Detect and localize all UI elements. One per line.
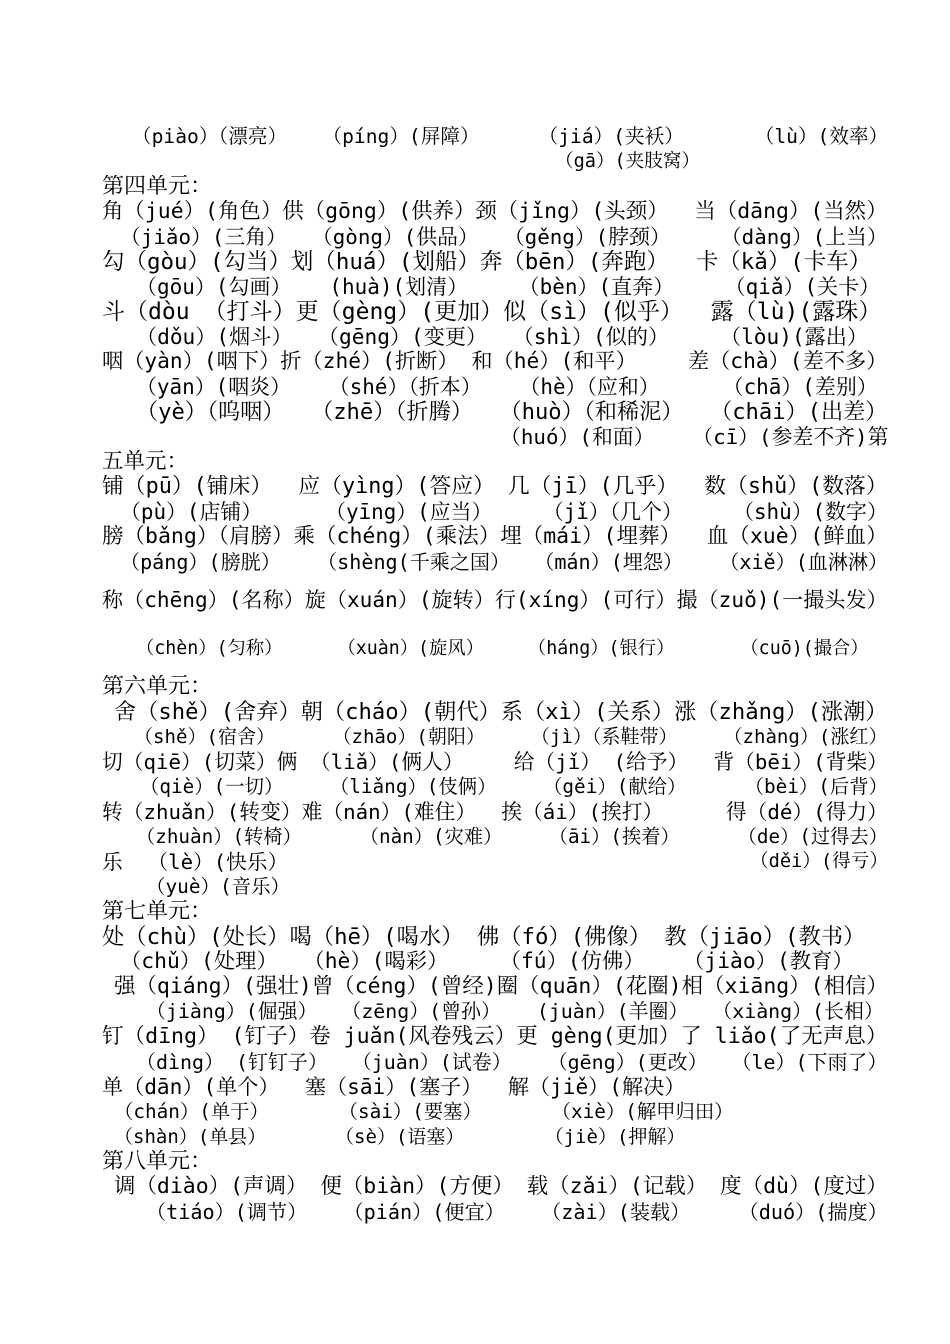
text-line: 膀（bǎng）（肩膀）乘（chéng）(乘法）埋（mái）(埋葬） 血（xuè）(鲜血） xyxy=(102,525,888,549)
text-line: （piào）（漂亮） （píng）(屏障） （jiá）(夹袄） （lù）(效率） xyxy=(132,125,888,148)
section-heading: 第八单元： xyxy=(102,1150,212,1174)
text-line: 切（qiē）(切菜）俩 （liǎ）(俩人） 给（jǐ） (给予） 背（bēi）(背柴） xyxy=(102,750,888,774)
text-line: （gōu）(勾画） (huà)(划清） （bèn）(直奔） （qiǎ）(关卡） xyxy=(136,275,880,299)
text-line: 乐 （lè）(快乐） xyxy=(102,850,288,874)
text-line: （jiàng）(倔强） （zēng）(曾孙） (juàn）(羊圈） （xiàng）(长相） xyxy=(146,1000,884,1023)
text-line: 称（chēng）(名称）旋（xuán）(旋转）行(xíng）(可行）撮（zuǒ)(一撮头发） xyxy=(102,588,888,612)
text-line: （gā）(夹肢窝） xyxy=(555,151,700,172)
text-line: 咽（yàn）(咽下）折（zhé）(折断） 和（hé）(和平） 差（chà）(差不多） xyxy=(102,350,888,374)
text-line: （qiè）(一切） （liǎng）(伎俩） （gěi）(献给） （bèi）(后背） xyxy=(140,775,888,798)
text-line: （tiáo）(调节） （pián）(便宜） （zài）(装载） （duó）(揣度） xyxy=(146,1200,888,1224)
text-line: 单（dān）(单个） 塞（sāi）(塞子） 解（jiě）(解决） xyxy=(102,1075,686,1099)
text-line: （yān）(咽炎） （shé）（折本） （hè）（应和） （chā）(差别） xyxy=(136,375,878,399)
text-line: （jiǎo）(三角） （gòng）(供品） （gěng）(脖颈） （dàng）(上当） xyxy=(120,225,888,249)
text-line: （dǒu）(烟斗） （gēng）(变更） （shì）(似的） （lòu)(露出） xyxy=(136,325,868,349)
text-line: 勾（gòu）(勾当）划（huá）(划船）奔（bēn）(奔跑） 卡（kǎ）(卡车） xyxy=(102,250,872,274)
text-line: （shàn）(单县） （sè）(语塞） （jiè）(押解） xyxy=(114,1126,686,1148)
text-line: 角（jué）(角色）供（gōng）(供养）颈（jǐng）(头颈） 当（dāng）(当然） xyxy=(102,200,888,224)
text-line: （shě）(宿舍） （zhāo）(朝阳） （jì）（系鞋带） （zhàng）(涨红） xyxy=(134,726,888,748)
section-heading: 第七单元： xyxy=(102,900,212,924)
text-line: （huó）(和面） （cī）(参差不齐)第 xyxy=(500,425,888,449)
text-line: （děi）(得亏） xyxy=(750,851,888,872)
text-line: 舍（shě）(舍弃）朝（cháo）(朝代）系（xì）(关系）涨（zhǎng）(涨潮） xyxy=(114,700,888,724)
text-line: 钉（dīng） (钉子）卷 juǎn(风卷残云）更 gèng(更加）了 liǎo(了无声息） xyxy=(102,1025,888,1049)
text-line: （pù）(店铺） （yīng）(应当） （jǐ）（几个） （shù）(数字） xyxy=(120,500,888,524)
text-line: （yuè）(音乐） xyxy=(146,875,290,898)
section-heading: 五单元： xyxy=(102,450,188,474)
text-line: （zhuàn）(转椅） （nàn）(灾难） （āi）(挨着） （de）(过得去） xyxy=(136,825,888,848)
text-line: （chèn）(匀称） （xuàn）(旋风） （háng）(银行） （cuō)(撮合） xyxy=(136,638,869,659)
text-line: 强（qiáng）(强壮)曾（céng）(曾经)圈（quān）(花圈)相（xiāng）(相信） xyxy=(114,975,888,999)
text-line: （dìng） (钉钉子） （juàn）(试卷） （gēng）(更改） （le）(下雨了） xyxy=(136,1050,888,1074)
text-line: 铺（pū）(铺床） 应（yìng）(答应） 几（jī）(几乎） 数（shǔ）(数落） xyxy=(102,475,888,499)
text-line: 斗（dòu （打斗）更（gèng）(更加）似（sì）(似乎） 露（lù)(露珠） xyxy=(102,300,882,324)
section-heading: 第六单元： xyxy=(102,675,212,699)
section-heading: 第四单元： xyxy=(102,175,212,199)
text-line: （yè）（呜咽） （zhē）（折腾） （huò）（和稀泥） （chāi）(出差） xyxy=(136,400,888,424)
text-line: 处（chù）(处长）喝（hē）(喝水） 佛（fó）(佛像） 教（jiāo）(教书） xyxy=(102,925,866,949)
text-line: （chǔ）(处理） （hè）(喝彩） （fú）(仿佛） （jiào）(教育） xyxy=(120,950,854,974)
text-line: （páng）(膀胱） （shèng(千乘之国） （mán）(埋怨） （xiě）(血淋淋） xyxy=(120,550,888,574)
text-line: （chán）(单于） （sài）(要塞） （xiè）(解甲归田） xyxy=(114,1100,734,1123)
text-line: 转（zhuǎn）(转变）难（nán）(难住） 挨（ái）(挨打） 得（dé）(得力） xyxy=(102,800,888,824)
text-line: 调（diào）(声调） 便（biàn）(方便） 载（zǎi）(记载） 度（dù）(度过） xyxy=(114,1175,888,1199)
